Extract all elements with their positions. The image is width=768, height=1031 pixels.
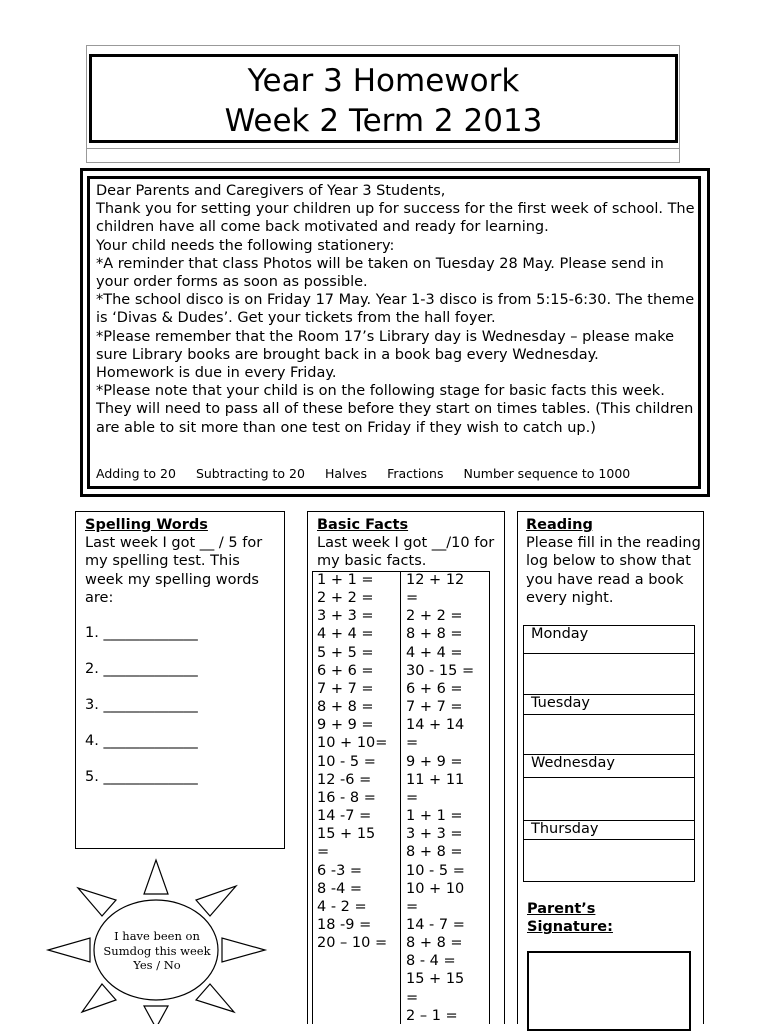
stage-item: Number sequence to 1000 <box>463 466 631 481</box>
spelling-blank-5[interactable]: 5. _____________ <box>85 769 198 785</box>
basic-fact-item: 11 + 11 <box>406 771 465 788</box>
basic-fact-item: 10 + 10 <box>406 880 465 897</box>
basic-fact-item: 20 – 10 = <box>317 935 388 952</box>
basic-fact-item: 15 + 15 <box>317 826 376 843</box>
basic-fact-item: 14 -7 = <box>317 808 372 825</box>
title-divider <box>86 148 680 149</box>
reading-log-entry-thursday[interactable] <box>523 839 695 882</box>
basic-fact-item: = <box>406 590 419 607</box>
basic-facts-instructions: Last week I got __/10 for my basic facts. <box>317 535 495 570</box>
basic-fact-item: = <box>406 789 419 806</box>
basic-facts-heading: Basic Facts <box>317 517 409 533</box>
basic-fact-item: 2 + 2 = <box>406 608 463 625</box>
stage-item: Subtracting to 20 <box>195 466 305 481</box>
basic-fact-item: 1 + 1 = <box>317 572 374 588</box>
reading-log-entry-tuesday[interactable] <box>523 714 695 755</box>
basic-fact-item: 6 + 6 = <box>317 662 374 679</box>
notice-text: Dear Parents and Caregivers of Year 3 Students, Thank you for setting your children up for success for the first week of school. The children have all come back motivated and ready for learning. Your child needs the following stationery: *A reminder that class Photos will be taken on Tuesday 28 May. Please send in your order forms as soon as possible. *The school disco is on Friday 17 May. Year 1-3 disco is from 5:15-6:30. The theme is ‘Divas & Dudes’. Get your tickets from the hall foyer. *Please remember that the Room 17’s Library day is Wednesday – please make sure Library books are brought back in a book bag every Wednesday. Homework is due in every Friday. *Please note that your child is on the following stage for basic facts this week. They will need to pass all of these before they start on times tables. (This children are able to sit more than one test on Friday if they wish to catch up.) <box>96 183 695 436</box>
stage-item: Fractions <box>387 466 444 481</box>
basic-fact-item: 6 -3 = <box>317 862 363 879</box>
basic-fact-item: 8 -4 = <box>317 880 363 897</box>
reading-instructions: Please fill in the reading log below to show that you have read a book every night. <box>526 535 701 606</box>
basic-fact-item: 2 + 2 = <box>317 590 374 607</box>
basic-fact-item: 30 - 15 = <box>406 662 475 679</box>
title-box <box>89 54 678 143</box>
basic-fact-item: 8 + 8 = <box>406 626 463 643</box>
spelling-blank-2[interactable]: 2. _____________ <box>85 661 198 677</box>
basic-fact-item: 4 - 2 = <box>317 898 367 915</box>
sumdog-question <box>96 929 218 973</box>
basic-fact-item: 3 + 3 = <box>406 826 463 843</box>
sumdog-line-2: Sumdog this week <box>103 943 211 958</box>
basic-facts-left-column <box>317 571 387 952</box>
parent-signature-label: Parent’s Signature: <box>527 901 613 936</box>
basic-fact-item: 10 - 5 = <box>406 862 465 879</box>
basic-fact-item: 14 + 14 <box>406 717 465 734</box>
basic-fact-item: 3 + 3 = <box>317 608 374 625</box>
basic-fact-item: 12 -6 = <box>317 771 372 788</box>
basic-fact-item: 8 + 8 = <box>317 699 374 716</box>
basic-fact-item: 9 + 9 = <box>317 717 374 734</box>
spelling-blank-4[interactable]: 4. _____________ <box>85 733 198 749</box>
basic-fact-item: 8 - 4 = <box>406 953 456 970</box>
basic-fact-item: 15 + 15 <box>406 971 465 988</box>
spelling-instructions: Last week I got __ / 5 for my spelling test. This week my spelling words are: <box>85 535 263 606</box>
reading-log-entry-monday[interactable] <box>523 653 695 695</box>
parent-signature-box[interactable] <box>527 951 691 1031</box>
basic-fact-item: 12 + 12 <box>406 572 465 588</box>
reading-log-day-monday: Monday <box>523 625 695 654</box>
sumdog-line-1: I have been on <box>114 929 200 943</box>
basic-facts-content <box>317 516 503 571</box>
basic-fact-item: 6 + 6 = <box>406 680 463 697</box>
basic-fact-item: 16 - 8 = <box>317 789 376 806</box>
spelling-heading: Spelling Words <box>85 517 208 533</box>
basic-fact-item: 8 + 8 = <box>406 844 463 861</box>
page-subtitle: Week 2 Term 2 2013 <box>224 103 543 139</box>
basic-fact-item: 2 – 1 = <box>406 1007 458 1024</box>
basic-fact-item: 9 + 9 = <box>406 753 463 770</box>
basic-fact-item: 7 + 7 = <box>317 680 374 697</box>
reading-content <box>526 516 702 607</box>
basic-fact-item: 5 + 5 = <box>317 644 374 661</box>
basic-facts-divider <box>400 571 401 1024</box>
basic-fact-item: 4 + 4 = <box>317 626 374 643</box>
basic-fact-item: 4 + 4 = <box>406 644 463 661</box>
stage-item: Adding to 20 <box>96 466 176 481</box>
stage-item: Halves <box>324 466 368 481</box>
basic-fact-item: = <box>406 898 419 915</box>
basic-fact-item: = <box>317 844 330 861</box>
page-title: Year 3 Homework <box>247 63 520 99</box>
basic-fact-item: = <box>406 735 419 752</box>
reading-log-day-wednesday: Wednesday <box>523 754 695 778</box>
reading-heading: Reading <box>526 517 593 533</box>
reading-log-entry-wednesday[interactable] <box>523 777 695 821</box>
basic-fact-item: 14 - 7 = <box>406 916 465 933</box>
basic-fact-item: = <box>406 989 419 1006</box>
spelling-blank-1[interactable]: 1. _____________ <box>85 625 198 641</box>
sumdog-yes-no[interactable]: Yes / No <box>133 958 181 972</box>
basic-fact-item: 7 + 7 = <box>406 699 463 716</box>
reading-log-day-thursday: Thursday <box>523 820 695 840</box>
basic-facts-stages <box>96 466 696 481</box>
basic-facts-right-column <box>406 571 474 1025</box>
basic-fact-item: 8 + 8 = <box>406 935 463 952</box>
basic-fact-item: 1 + 1 = <box>406 808 463 825</box>
basic-fact-item: 10 + 10= <box>317 735 388 752</box>
spelling-blank-3[interactable]: 3. _____________ <box>85 697 198 713</box>
basic-fact-item: 10 - 5 = <box>317 753 376 770</box>
reading-log-day-tuesday: Tuesday <box>523 694 695 715</box>
basic-fact-item: 18 -9 = <box>317 916 372 933</box>
spelling-content <box>85 516 281 607</box>
